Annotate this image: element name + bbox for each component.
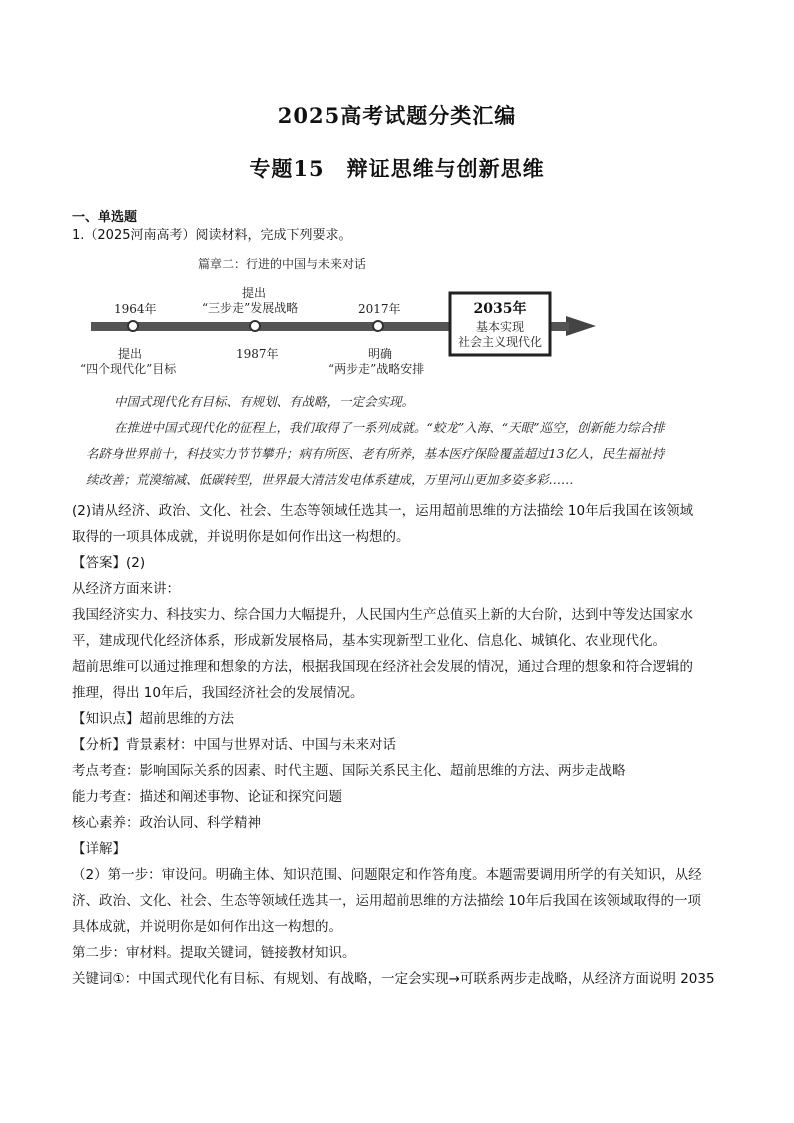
answer-line-2: 我国经济实力、科技实力、综合国力大幅提升，人民国内生产总值买上新的大台阶，达到中等发达国家水 (72, 607, 693, 623)
material-line-4: 续改善；荒漠缩减、低碳转型，世界最大清洁发电体系建成，万里河山更加多姿多彩…… (86, 472, 574, 487)
question-line-2: 取得的一项具体成就，并说明你是如何作出这一构想的。 (72, 529, 410, 545)
material-block (86, 389, 726, 493)
detail-line-1: （2）第一步：审设问。明确主体、知识范围、问题限定和作答角度。本题需要调用所学的有关知识，从经 (72, 867, 702, 883)
knowledge-point: 【知识点】超前思维的方法 (72, 711, 234, 727)
analysis-line-4: 核心素养：政治认同、科学精神 (72, 815, 261, 831)
material-line-1: 中国式现代化有目标、有规划、有战略，一定会实现。 (114, 394, 415, 409)
figure-caption: 篇章二：行进的中国与未来对话 (198, 257, 367, 271)
analysis-line-2: 考点考查：影响国际关系的因素、时代主题、国际关系民主化、超前思维的方法、两步走战略 (72, 763, 626, 779)
node-1964-year: 1964年 (114, 302, 157, 316)
answer-line-4: 超前思维可以通过推理和想象的方法，根据我国现在经济社会发展的情况，通过合理的想象和符合逻辑的 (72, 659, 693, 675)
question-block (72, 498, 722, 992)
node-2017-label-2: “两步走”战略安排 (328, 362, 425, 376)
node-2017-year: 2017年 (358, 302, 401, 316)
answer-label: 【答案】(2) (72, 555, 146, 571)
target-line-2: 社会主义现代化 (457, 335, 542, 349)
material-line-2: 在推进中国式现代化的征程上，我们取得了一系列成就。“蛟龙”入海、“天眼”巡空，创新能力综合排 (114, 420, 665, 435)
timeline-arrow-head (566, 316, 596, 336)
node-1964-label-1: 提出 (118, 347, 143, 361)
answer-line-5: 推理，得出 10年后，我国经济社会的发展情况。 (72, 685, 364, 701)
document-subtitle: 专题15 辩证思维与创新思维 (249, 156, 545, 181)
node-1987-label-2: “三步走”发展战略 (202, 301, 299, 315)
document-title: 2025高考试题分类汇编 (277, 103, 517, 128)
node-2017-label-1: 明确 (368, 347, 393, 361)
timeline-node-1964 (128, 321, 138, 331)
question-line-1: (2)请从经济、政治、文化、社会、生态等领域任选其一，运用超前思维的方法描绘 10年后我国在该领域 (72, 503, 694, 519)
target-year: 2035年 (473, 301, 527, 317)
timeline-bar (91, 322, 451, 331)
detail-label: 【详解】 (72, 841, 126, 857)
answer-line-3: 平，建成现代化经济体系，形成新发展格局，基本实现新型工业化、信息化、城镇化、农业现代化。 (72, 633, 666, 649)
timeline-bar-tail (551, 322, 569, 331)
node-1987-label-1: 提出 (242, 286, 267, 300)
target-line-1: 基本实现 (475, 320, 524, 334)
timeline-figure (80, 248, 608, 378)
question-intro: 1.（2025河南高考）阅读材料，完成下列要求。 (72, 228, 352, 243)
detail-line-5: 关键词①：中国式现代化有目标、有规划、有战略，一定会实现→可联系两步走战略，从经济方面说明 2035 (72, 971, 715, 987)
analysis-line-3: 能力考查：描述和阐述事物、论证和探究问题 (72, 789, 342, 805)
detail-line-3: 具体成就，并说明你是如何作出这一构想的。 (72, 919, 342, 935)
analysis-line-1: 【分析】背景素材：中国与世界对话、中国与未来对话 (72, 737, 396, 753)
answer-line-1: 从经济方面来讲： (72, 581, 180, 597)
detail-line-2: 济、政治、文化、社会、生态等领域任选其一，运用超前思维的方法描绘 10年后我国在该领域取得的一项 (72, 893, 701, 909)
section-heading: 一、单选题 (72, 210, 138, 225)
timeline-node-2017 (373, 321, 383, 331)
node-1964-label-2: “四个现代化”目标 (80, 362, 177, 376)
timeline-node-1987 (250, 321, 260, 331)
detail-line-4: 第二步：审材料。提取关键词，链接教材知识。 (72, 945, 356, 961)
node-1987-year: 1987年 (236, 347, 279, 361)
material-line-3: 名跻身世界前十，科技实力节节攀升；病有所医、老有所养，基本医疗保险覆盖超过13亿人，民生福祉持 (86, 446, 665, 461)
